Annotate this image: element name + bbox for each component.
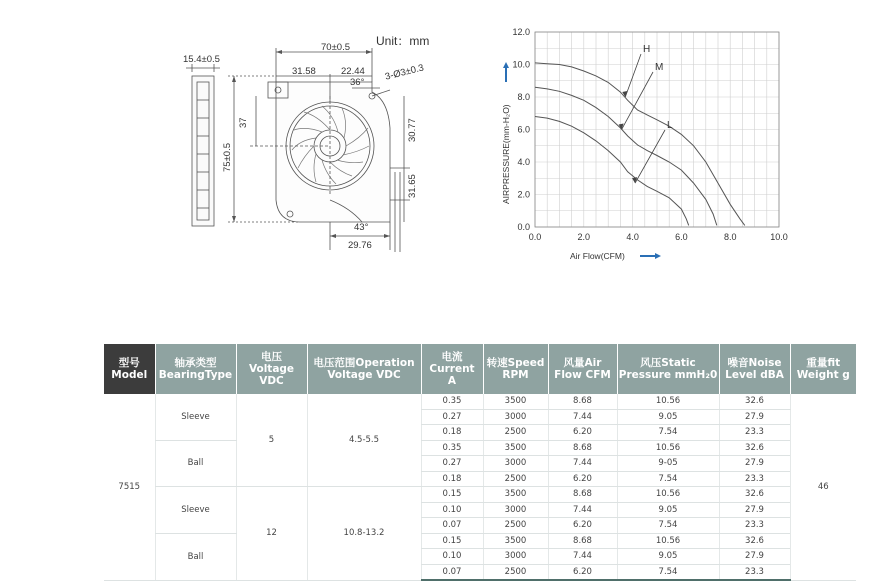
speed-cell: 2500 [483, 425, 548, 441]
pressure-cell: 10.56 [617, 440, 719, 456]
column-header-line: 噪音Noise [727, 357, 782, 369]
speed-cell: 3000 [483, 502, 548, 518]
column-header-line: 电压 [261, 351, 282, 363]
dim-center-x: 31.58 [292, 66, 316, 77]
column-header [719, 344, 790, 394]
column-header [617, 344, 719, 394]
series-line-L [535, 117, 689, 226]
dim-height: 75±0.5 [222, 143, 233, 172]
noise-cell: 23.3 [719, 425, 790, 441]
column-header-line: Current [429, 363, 475, 375]
pressure-cell: 10.56 [617, 487, 719, 503]
dim-center-y: 37 [238, 117, 249, 128]
noise-cell: 27.9 [719, 409, 790, 425]
pq-chart [495, 24, 805, 264]
pressure-cell: 9-05 [617, 456, 719, 472]
column-header-line: 电压范围Operation [313, 357, 415, 369]
speed-cell: 3500 [483, 533, 548, 549]
airflow-cell: 7.44 [548, 502, 617, 518]
column-header [548, 344, 617, 394]
x-axis-arrowhead [655, 253, 661, 259]
current-cell: 0.18 [421, 425, 483, 441]
dim-angle-bottom: 43° [354, 222, 369, 233]
table-row [104, 440, 856, 456]
dim-depth: 15.4±0.5 [183, 54, 220, 65]
column-header [790, 344, 856, 394]
annotation-L: L [667, 120, 673, 131]
noise-cell: 23.3 [719, 471, 790, 487]
speed-cell: 3000 [483, 456, 548, 472]
airflow-cell: 8.68 [548, 440, 617, 456]
pressure-cell: 10.56 [617, 394, 719, 409]
annotation-H: H [643, 44, 651, 55]
column-header-line: 风量Air [563, 357, 602, 369]
spec-table [104, 344, 856, 581]
voltage-range-cell: 10.8-13.2 [307, 487, 421, 581]
table-row [104, 394, 856, 409]
noise-cell: 32.6 [719, 533, 790, 549]
column-header [155, 344, 236, 394]
x-tick-label: 6.0 [675, 232, 688, 242]
speed-cell: 3000 [483, 549, 548, 565]
airflow-cell: 8.68 [548, 394, 617, 409]
airflow-cell: 6.20 [548, 471, 617, 487]
airflow-cell: 7.44 [548, 456, 617, 472]
column-header-line: Flow CFM [554, 369, 611, 381]
airflow-cell: 8.68 [548, 533, 617, 549]
speed-cell: 3500 [483, 440, 548, 456]
pressure-cell: 7.54 [617, 425, 719, 441]
x-axis-label: Air Flow(CFM) [570, 251, 625, 261]
speed-cell: 2500 [483, 518, 548, 534]
pq-chart-svg [495, 24, 805, 264]
x-tick-label: 2.0 [577, 232, 591, 242]
table-row [104, 533, 856, 549]
column-header [104, 344, 155, 394]
pressure-cell: 9.05 [617, 409, 719, 425]
current-cell: 0.27 [421, 456, 483, 472]
annotation-M: M [655, 62, 664, 73]
column-header-line: 轴承类型 [174, 357, 217, 369]
weight-cell: 46 [790, 394, 856, 580]
y-axis-arrowhead [503, 62, 509, 68]
y-tick-label: 0.0 [517, 222, 530, 232]
y-tick-label: 4.0 [517, 157, 530, 167]
current-cell: 0.07 [421, 564, 483, 580]
dim-hole-x: 22.44 [341, 66, 365, 77]
y-tick-label: 8.0 [517, 92, 530, 102]
current-cell: 0.18 [421, 471, 483, 487]
pressure-cell: 7.54 [617, 518, 719, 534]
column-header-line: 重量fit [806, 357, 841, 369]
pressure-cell: 7.54 [617, 564, 719, 580]
noise-cell: 32.6 [719, 394, 790, 409]
column-header [236, 344, 307, 394]
dim-holes: 3-Ø3±0.3 [384, 62, 426, 83]
voltage-cell: 5 [236, 394, 307, 487]
column-header-line: VDC [259, 375, 284, 387]
y-axis-label: AIRPRESSURE(mm-H₂O) [501, 104, 511, 204]
dim-width: 70±0.5 [321, 42, 350, 53]
column-header [483, 344, 548, 394]
noise-cell: 27.9 [719, 456, 790, 472]
series-line-H [535, 63, 745, 226]
bearing-type-cell: Sleeve [155, 394, 236, 440]
speed-cell: 3500 [483, 394, 548, 409]
pressure-cell: 9.05 [617, 502, 719, 518]
current-cell: 0.35 [421, 440, 483, 456]
x-tick-label: 10.0 [770, 232, 788, 242]
bearing-type-cell: Sleeve [155, 487, 236, 534]
unit-label: Unit：mm [376, 34, 430, 48]
column-header-line: Model [111, 369, 148, 381]
airflow-cell: 7.44 [548, 549, 617, 565]
noise-cell: 32.6 [719, 487, 790, 503]
column-header-line: Weight g [796, 369, 850, 381]
noise-cell: 27.9 [719, 549, 790, 565]
column-header-line: BearingType [158, 369, 233, 381]
column-header-line: 电流 [441, 351, 463, 363]
bearing-type-cell: Ball [155, 533, 236, 580]
pressure-cell: 9.05 [617, 549, 719, 565]
dim-upper-right: 30.77 [407, 118, 418, 142]
y-tick-label: 10.0 [512, 59, 530, 70]
speed-cell: 3500 [483, 487, 548, 503]
current-cell: 0.15 [421, 487, 483, 503]
bearing-type-cell: Ball [155, 440, 236, 487]
column-header-line: Voltage VDC [327, 369, 401, 381]
column-header-line: A [447, 375, 457, 387]
column-header-line: 转速Speed [486, 357, 545, 369]
voltage-range-cell: 4.5-5.5 [307, 394, 421, 487]
column-header-line: Voltage [248, 363, 295, 375]
column-header-line: Pressure mmH₂0 [618, 369, 718, 381]
column-header [421, 344, 483, 394]
table-header-row [104, 344, 856, 394]
current-cell: 0.10 [421, 549, 483, 565]
current-cell: 0.15 [421, 533, 483, 549]
annotation-leader-L [635, 130, 665, 183]
column-header-line: RPM [502, 369, 529, 381]
y-tick-label: 12.0 [512, 27, 530, 37]
airflow-cell: 8.68 [548, 487, 617, 503]
x-tick-label: 0.0 [528, 232, 542, 242]
pressure-cell: 10.56 [617, 533, 719, 549]
airflow-cell: 6.20 [548, 564, 617, 580]
x-tick-label: 4.0 [626, 232, 639, 242]
y-tick-label: 6.0 [517, 124, 530, 135]
speed-cell: 2500 [483, 471, 548, 487]
dim-lower-right: 31.65 [407, 174, 418, 198]
current-cell: 0.10 [421, 502, 483, 518]
noise-cell: 32.6 [719, 440, 790, 456]
airflow-cell: 6.20 [548, 425, 617, 441]
noise-cell: 23.3 [719, 564, 790, 580]
annotation-leader-H [625, 54, 641, 97]
column-header-line: Level dBA [725, 369, 784, 381]
speed-cell: 3000 [483, 409, 548, 425]
column-header-line: 风压Static [640, 357, 696, 369]
column-header [307, 344, 421, 394]
airflow-cell: 6.20 [548, 518, 617, 534]
current-cell: 0.35 [421, 394, 483, 409]
table-row [104, 487, 856, 503]
model-cell: 7515 [104, 394, 155, 580]
voltage-cell: 12 [236, 487, 307, 581]
speed-cell: 2500 [483, 564, 548, 580]
y-tick-label: 2.0 [517, 189, 530, 200]
x-tick-label: 8.0 [723, 232, 737, 242]
dim-outlet: 29.76 [348, 240, 372, 251]
dim-angle-top: 36° [350, 77, 365, 88]
noise-cell: 27.9 [719, 502, 790, 518]
column-header-line: 型号 [118, 357, 140, 369]
noise-cell: 23.3 [719, 518, 790, 534]
series-line-M [535, 87, 717, 225]
pressure-cell: 7.54 [617, 471, 719, 487]
airflow-cell: 7.44 [548, 409, 617, 425]
current-cell: 0.27 [421, 409, 483, 425]
current-cell: 0.07 [421, 518, 483, 534]
